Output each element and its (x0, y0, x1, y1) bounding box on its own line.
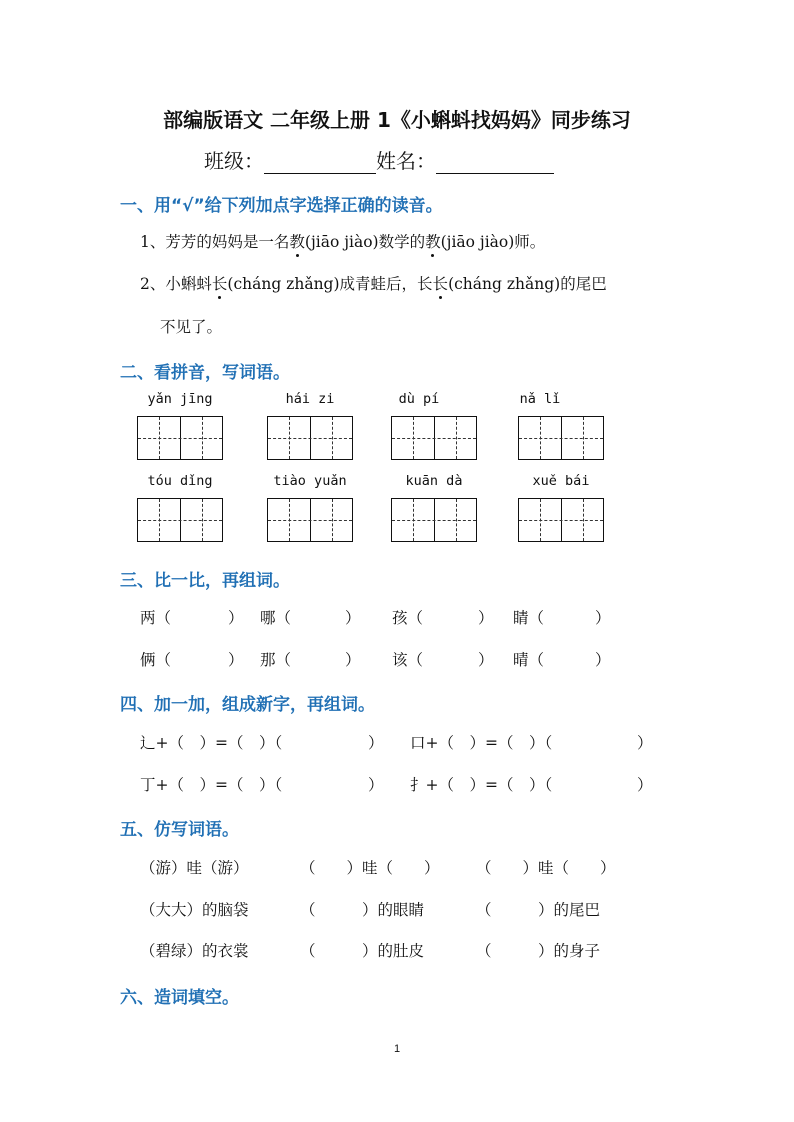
pinyin-label: kuān dà (405, 473, 463, 489)
compare-close: ） (478, 609, 494, 627)
s1-question-2-continued: 不见了。 (160, 318, 223, 336)
compare-char: 那（ (260, 651, 292, 669)
combine-close: ） (368, 734, 384, 752)
combine-right: 扌+（ ）=（ ）（ (410, 776, 553, 794)
name-blank[interactable] (436, 151, 554, 174)
s1-question-2 (140, 272, 607, 294)
pinyin-label: nǎ lǐ (519, 391, 561, 407)
compare-char: 俩（ (140, 651, 172, 669)
q2-plain-char: 长 (417, 275, 433, 293)
compare-close: ） (228, 651, 244, 669)
section-4-heading: 四、加一加，组成新字，再组词。 (120, 695, 375, 715)
section-5-heading: 五、仿写词语。 (120, 820, 239, 840)
writing-grid[interactable] (391, 498, 477, 542)
imitate-blank: （ ）哇（ ） (476, 859, 616, 877)
writing-grid[interactable] (137, 416, 223, 460)
imitate-example: （游）哇（游） (140, 859, 249, 877)
q2-dotted-char-2: 长 (433, 272, 449, 294)
class-label: 班级： (204, 149, 264, 173)
pinyin-label: yǎn jīng (147, 391, 213, 407)
compare-close: ） (478, 651, 494, 669)
pinyin-label: hái zi (285, 391, 335, 407)
combine-close: ） (637, 776, 653, 794)
q2-end: (cháng zhǎng)的尾巴 (448, 275, 607, 293)
imitate-example: （碧绿）的衣裳 (140, 942, 249, 960)
class-name-line (204, 145, 554, 174)
q1-prefix: 1、芳芳的妈妈是一名 (140, 233, 290, 251)
pinyin-label: tiào yuǎn (273, 473, 347, 489)
s1-question-1 (140, 230, 545, 252)
compare-close: ） (345, 609, 361, 627)
q1-end: (jiāo jiào)师。 (440, 233, 546, 251)
compare-char: 睛（ (513, 609, 545, 627)
combine-close: ） (368, 776, 384, 794)
section-1-heading: 一、用“√”给下列加点字选择正确的读音。 (120, 196, 443, 216)
q1-middle: (jiāo jiào)数学的 (304, 233, 426, 251)
q1-dotted-char-1: 教 (289, 230, 305, 252)
compare-char: 两（ (140, 609, 172, 627)
imitate-blank: （ ）哇（ ） (300, 859, 440, 877)
imitate-blank: （ ）的眼睛 (300, 901, 425, 919)
writing-grid[interactable] (137, 498, 223, 542)
q2-middle: (cháng zhǎng)成青蛙后， (227, 275, 418, 293)
compare-close: ） (595, 609, 611, 627)
combine-left: 辶+（ ）=（ ）（ (140, 734, 283, 752)
compare-char: 晴（ (513, 651, 545, 669)
writing-grid[interactable] (267, 498, 353, 542)
section-6-heading: 六、造词填空。 (120, 988, 239, 1008)
imitate-blank: （ ）的身子 (476, 942, 601, 960)
q1-dotted-char-2: 教 (425, 230, 441, 252)
combine-close: ） (637, 734, 653, 752)
compare-close: ） (595, 651, 611, 669)
section-2-heading: 二、看拼音，写词语。 (120, 363, 290, 383)
compare-char: 孩（ (392, 609, 424, 627)
compare-char: 该（ (392, 651, 424, 669)
page-number: 1 (393, 1043, 401, 1055)
writing-grid[interactable] (391, 416, 477, 460)
section-3-heading: 三、比一比，再组词。 (120, 571, 290, 591)
pinyin-label: tóu dǐng (147, 473, 213, 489)
combine-right: 口+（ ）=（ ）（ (410, 734, 553, 752)
imitate-blank: （ ）的肚皮 (300, 942, 425, 960)
compare-char: 哪（ (260, 609, 292, 627)
pinyin-label: xuě bái (532, 473, 590, 489)
compare-close: ） (345, 651, 361, 669)
q2-dotted-char-1: 长 (212, 272, 228, 294)
compare-close: ） (228, 609, 244, 627)
page-title: 部编版语文 二年级上册 1《小蝌蚪找妈妈》同步练习 (163, 108, 631, 132)
combine-left: 丁+（ ）=（ ）（ (140, 776, 283, 794)
writing-grid[interactable] (267, 416, 353, 460)
name-label: 姓名： (376, 149, 436, 173)
writing-grid[interactable] (518, 416, 604, 460)
pinyin-label: dù pí (398, 391, 440, 407)
writing-grid[interactable] (518, 498, 604, 542)
imitate-example: （大大）的脑袋 (140, 901, 249, 919)
class-blank[interactable] (264, 151, 376, 174)
q2-prefix: 2、小蝌蚪 (140, 275, 212, 293)
imitate-blank: （ ）的尾巴 (476, 901, 601, 919)
